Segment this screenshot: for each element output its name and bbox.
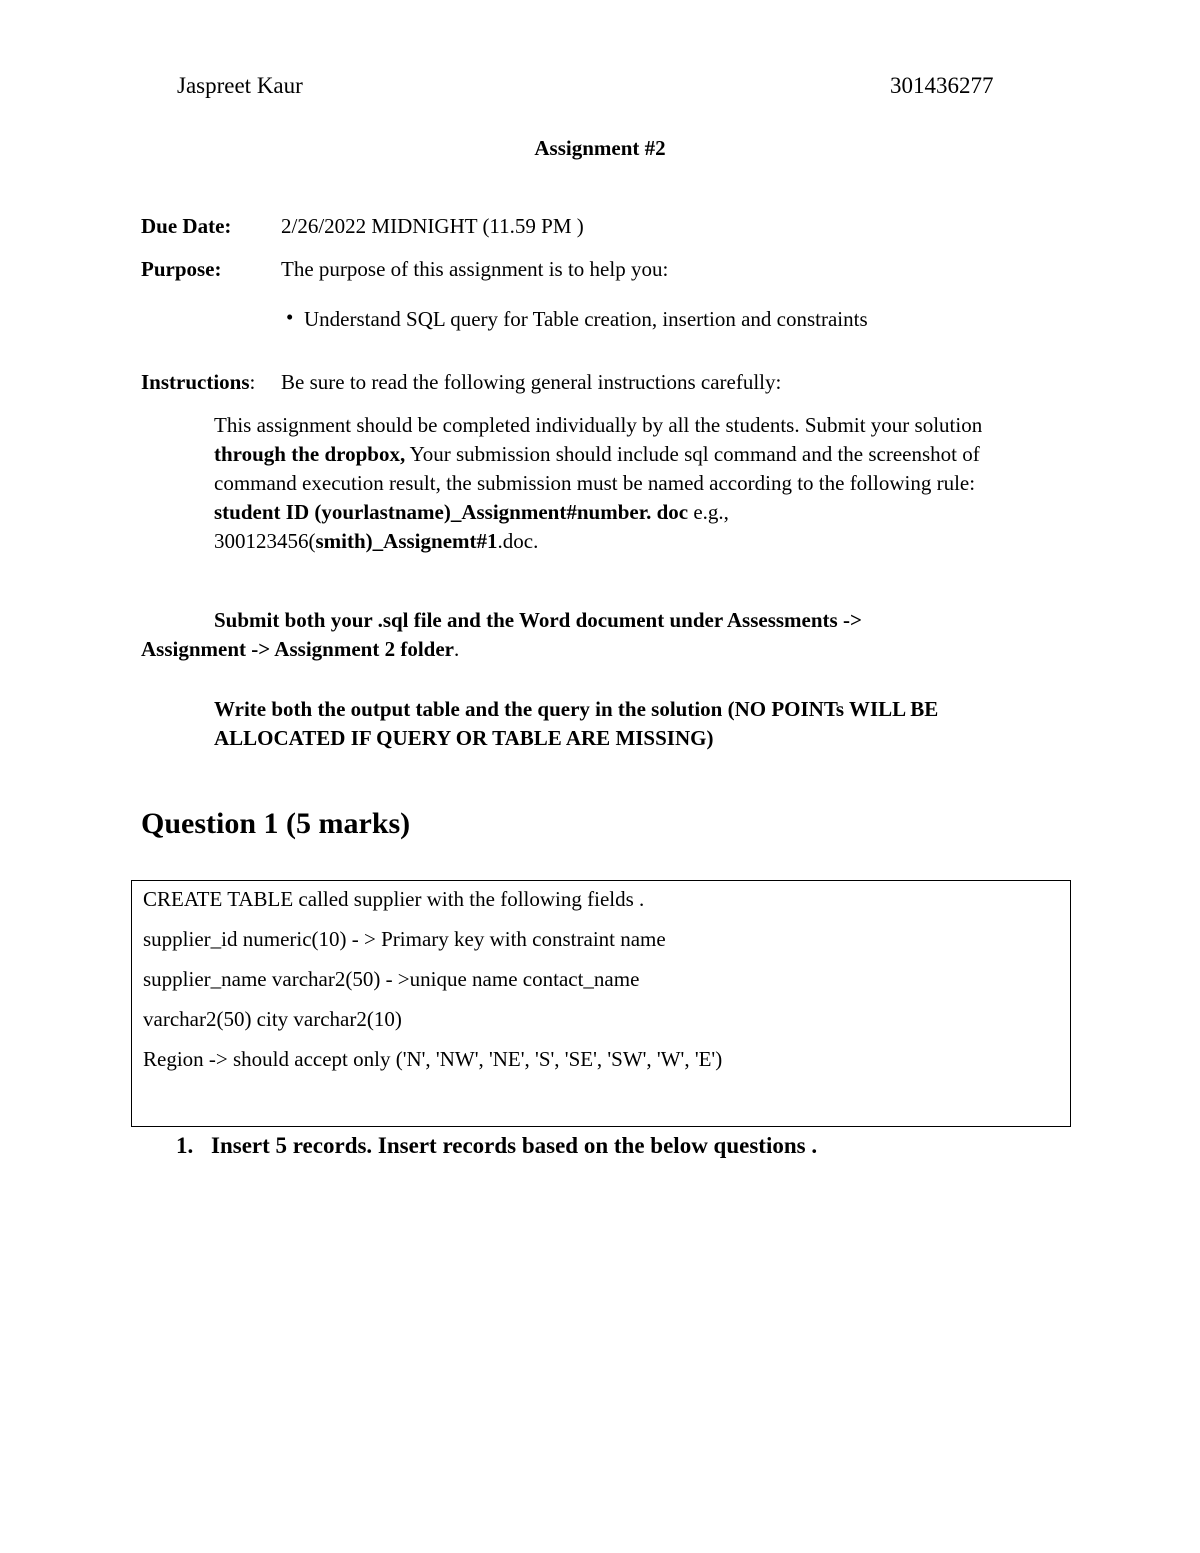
- submit-line-1: Submit both your .sql file and the Word document under Assessments ->: [214, 608, 862, 632]
- submit-line-2: [141, 637, 459, 662]
- bullet-icon: •: [286, 305, 294, 329]
- write-both-line-2: ALLOCATED IF QUERY OR TABLE ARE MISSING): [214, 726, 714, 750]
- box-line: supplier_name varchar2(50) - >unique name contact_name: [143, 967, 640, 991]
- instructions-paragraph: [214, 411, 1094, 556]
- student-name: Jaspreet Kaur: [177, 73, 303, 98]
- para-line: [214, 498, 1094, 527]
- para-text: e.g.,: [688, 500, 729, 524]
- purpose-value: The purpose of this assignment is to help you:: [281, 257, 669, 281]
- purpose-label: Purpose:: [141, 257, 222, 281]
- instructions-row: [141, 370, 255, 395]
- dropbox-emphasis: through the dropbox,: [214, 442, 406, 466]
- para-text: .doc.: [497, 529, 539, 553]
- box-line: Region -> should accept only ('N', 'NW', 'NE', 'S', 'SE', 'SW', 'W', 'E'): [143, 1047, 723, 1071]
- instructions-colon: :: [249, 370, 256, 394]
- box-line: supplier_id numeric(10) - > Primary key with constraint name: [143, 927, 666, 951]
- list-item-text: Insert 5 records. Insert records based on the below questions .: [211, 1133, 818, 1158]
- box-line: varchar2(50) city varchar2(10): [143, 1007, 402, 1031]
- page-title: Assignment #2: [534, 136, 666, 160]
- due-date-label: Due Date:: [141, 214, 232, 238]
- para-line: [214, 440, 1094, 469]
- submit-location: Assignment -> Assignment 2 folder: [141, 637, 454, 661]
- instructions-label: Instructions: [141, 370, 250, 394]
- question-1-heading: Question 1 (5 marks): [141, 807, 411, 840]
- filename-rule: student ID (yourlastname)_Assignment#number. doc: [214, 500, 689, 524]
- filename-example: smith)_Assignemt#1: [315, 529, 498, 553]
- para-text: 300123456(: [214, 529, 316, 553]
- instructions-value: Be sure to read the following general instructions carefully:: [281, 370, 782, 394]
- due-date-value: 2/26/2022 MIDNIGHT (11.59 PM ): [281, 214, 584, 238]
- question-1-box: [131, 880, 1071, 1127]
- student-id: 301436277: [890, 73, 994, 98]
- para-line: command execution result, the submission must be named according to the following rule:: [214, 471, 976, 495]
- write-both-line-1: Write both the output table and the query in the solution (NO POINTs WILL BE: [214, 697, 939, 721]
- box-line: CREATE TABLE called supplier with the following fields .: [143, 887, 645, 911]
- list-number: 1.: [176, 1133, 194, 1158]
- para-line: This assignment should be completed individually by all the students. Submit your solution: [214, 413, 983, 437]
- purpose-bullet-text: Understand SQL query for Table creation, insertion and constraints: [304, 307, 868, 331]
- para-line: [214, 527, 1094, 556]
- para-text: .: [453, 637, 460, 661]
- para-text: Your submission should include sql command and the screenshot of: [405, 442, 980, 466]
